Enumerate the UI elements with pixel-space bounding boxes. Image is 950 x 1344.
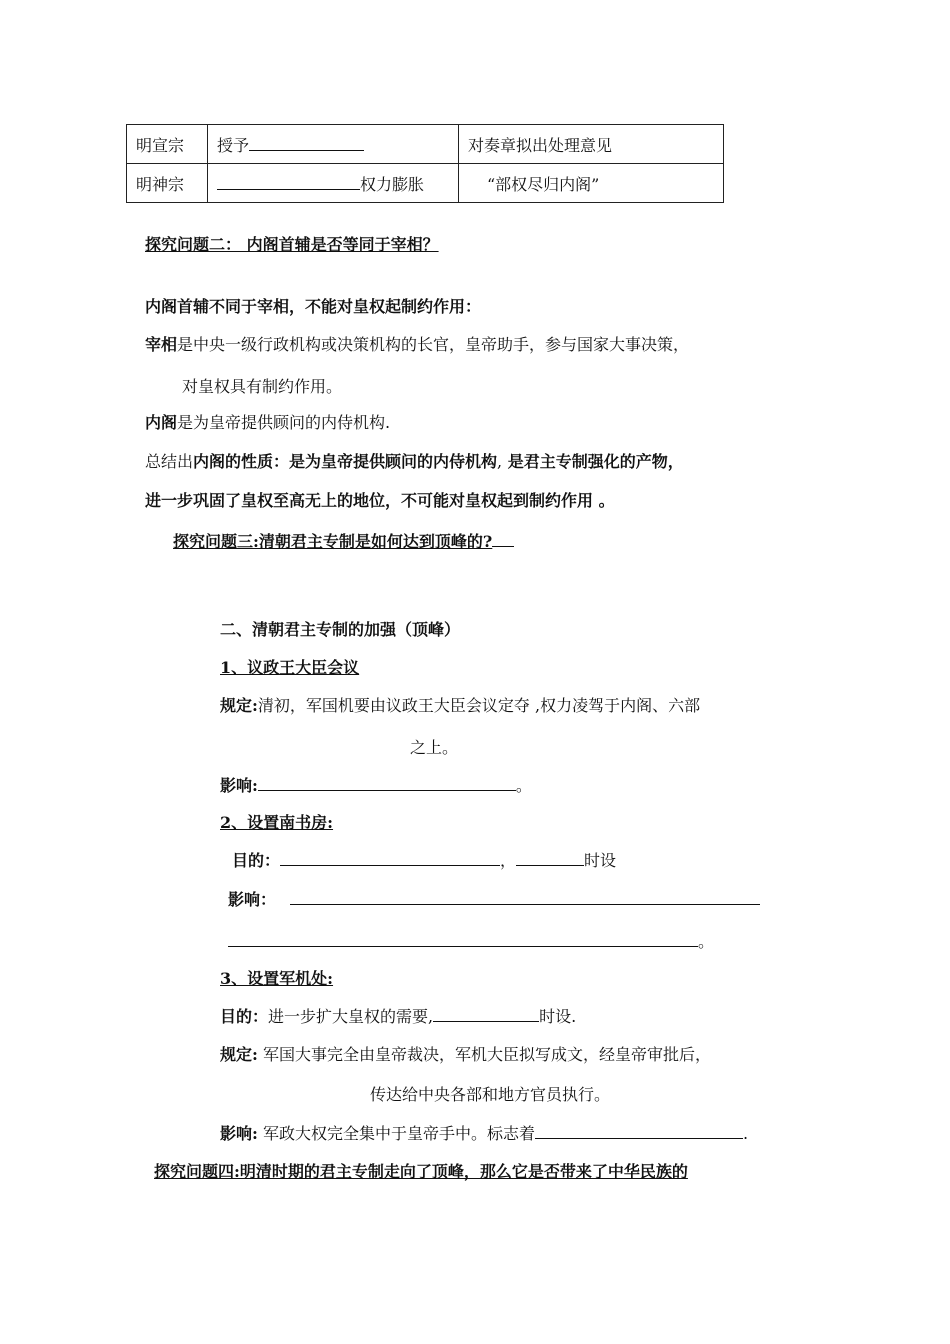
fill-blank[interactable]: [280, 850, 500, 866]
rule-label: 规定:: [220, 696, 258, 715]
fill-blank[interactable]: [290, 889, 760, 905]
subsection-3-title: 3、设置军机处:: [220, 969, 334, 988]
effect-label: 影响:: [220, 1124, 258, 1143]
rule-text: 清初，军国机要由议政王大臣会议定夺 ,权力凌驾于内阁、六部: [257, 696, 701, 715]
section-two-heading: 二、清朝君主专制的加强（顶峰）: [220, 620, 461, 639]
fill-blank[interactable]: [258, 775, 516, 791]
summary-paragraph: [145, 451, 684, 473]
table-cell: 对奏章拟出处理意见: [459, 125, 724, 164]
time-suffix: 时设.: [539, 1007, 577, 1026]
table-cell: 明神宗: [127, 164, 208, 203]
fill-blank[interactable]: [217, 174, 360, 190]
fill-blank[interactable]: [516, 850, 584, 866]
time-suffix: 时设: [584, 851, 617, 870]
s2-effect-cont: [228, 931, 714, 953]
summary-bold-2: 是君主专制强化的产物，: [502, 452, 684, 471]
heading-underline-tail: [492, 530, 514, 547]
subsection-2-title: 2、设置南书房:: [220, 813, 334, 832]
s1-effect: [220, 775, 532, 797]
s1-rule-cont: 之上。: [410, 738, 459, 757]
summary-bold: 内阁的性质：是为皇帝提供顾问的内侍机构: [193, 452, 498, 471]
paragraph-text: 是中央一级行政机构或决策机构的长官，皇帝助手，参与国家大事决策，: [177, 335, 690, 354]
table-cell: [208, 164, 459, 203]
term-chancellor: 宰相: [145, 335, 178, 354]
s3-effect: [220, 1123, 748, 1145]
question-three-heading: [173, 530, 514, 553]
cell-text: 权力膨胀: [360, 174, 425, 194]
table-cell: [208, 125, 459, 164]
summary-lead: 总结出: [145, 452, 194, 471]
rule-label: 规定:: [220, 1045, 258, 1064]
s2-purpose: [232, 850, 616, 872]
fill-blank[interactable]: [535, 1123, 743, 1139]
purpose-label: 目的：: [232, 851, 281, 870]
table-row: [127, 125, 724, 164]
cabinet-paragraph: [145, 412, 390, 434]
rule-text: 军国大事完全由皇帝裁决，军机大臣拟写成文，经皇帝审批后，: [257, 1045, 712, 1064]
s1-rule: [220, 695, 700, 717]
subsection-1-title: 1、议政王大臣会议: [220, 658, 360, 677]
fill-blank[interactable]: [228, 931, 698, 947]
summary-sep: ,: [497, 452, 503, 471]
chancellor-paragraph: [145, 334, 689, 356]
cell-text: 授予: [217, 135, 250, 155]
effect-text: 军政大权完全集中于皇帝手中。标志着: [257, 1124, 536, 1143]
term-cabinet: 内阁: [145, 413, 178, 432]
paragraph-text: 是为皇帝提供顾问的内侍机构.: [177, 413, 391, 432]
fill-blank[interactable]: [249, 135, 364, 151]
effect-end: 。: [698, 932, 715, 951]
table-cell: “部权尽归内阁”: [459, 164, 724, 203]
s2-effect: [228, 889, 760, 911]
question-two-heading: 探究问题二： 内阁首辅是否等同于宰相？: [145, 235, 439, 254]
table-cell: 明宣宗: [127, 125, 208, 164]
s3-rule-cont: 传达给中央各部和地方官员执行。: [370, 1085, 611, 1104]
chancellor-paragraph-cont: 对皇权具有制约作用。: [182, 377, 343, 396]
answer-heading: 内阁首辅不同于宰相，不能对皇权起制约作用：: [145, 297, 482, 316]
s3-purpose: [220, 1006, 576, 1028]
effect-label: 影响:: [220, 776, 258, 795]
table-row: [127, 164, 724, 203]
comma: ，: [500, 851, 517, 870]
effect-end: 。: [515, 776, 532, 795]
comparison-table: [126, 124, 724, 203]
s3-rule: [220, 1044, 711, 1066]
effect-end: .: [743, 1124, 749, 1143]
question-four-heading: 探究问题四:明清时期的君主专制走向了顶峰，那么它是否带来了中华民族的: [154, 1162, 688, 1181]
purpose-text: 进一步扩大皇权的需要,: [268, 1007, 434, 1026]
fill-blank[interactable]: [433, 1006, 539, 1022]
effect-label: 影响：: [228, 890, 277, 909]
summary-paragraph-cont: 进一步巩固了皇权至高无上的地位，不可能对皇权起到制约作用 。: [145, 491, 615, 510]
purpose-label: 目的：: [220, 1007, 269, 1026]
question-three-text: 探究问题三:清朝君主专制是如何达到顶峰的?: [173, 532, 493, 551]
